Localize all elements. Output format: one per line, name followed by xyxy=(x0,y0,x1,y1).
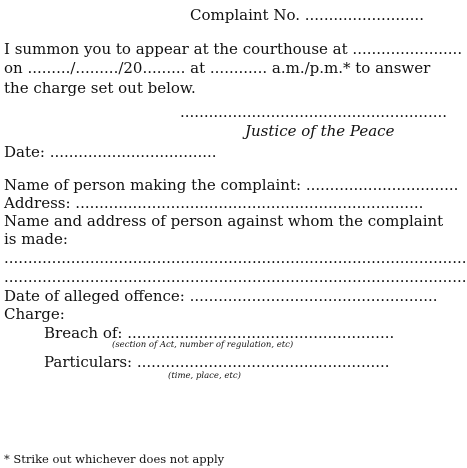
summons-line-1: I summon you to appear at the courthouse at ....................... xyxy=(4,40,463,58)
breach-of-field: Breach of: ........................................................ xyxy=(44,324,395,342)
accused-blank-line-2: ................................................................................................. xyxy=(4,268,467,286)
signature-line: ........................................................ xyxy=(180,103,448,121)
breach-of-hint: (section of Act, number of regulation, etc) xyxy=(112,340,294,350)
accused-label-line-1: Name and address of person against whom the complaint xyxy=(4,212,444,230)
summons-line-2: on ........./........./20......... at ............ a.m./p.m.* to answer xyxy=(4,59,431,77)
accused-label-line-2: is made: xyxy=(4,230,68,248)
complainant-name-field: Name of person making the complaint: ................................ xyxy=(4,176,459,194)
particulars-field: Particulars: ..................................................... xyxy=(44,353,390,371)
accused-blank-line-1: ................................................................................................. xyxy=(4,249,467,267)
complaint-number-field: Complaint No. ......................... xyxy=(190,6,424,24)
charge-label: Charge: xyxy=(4,305,65,323)
footnote: * Strike out whichever does not apply xyxy=(4,452,225,466)
date-field: Date: ................................... xyxy=(4,143,217,161)
address-field: Address: ......................................................................... xyxy=(4,194,424,212)
particulars-hint: (time, place, etc) xyxy=(168,371,241,381)
offence-date-field: Date of alleged offence: .................................................... xyxy=(4,287,438,305)
summons-line-3: the charge set out below. xyxy=(4,79,196,97)
signature-label: Justice of the Peace xyxy=(245,122,395,140)
